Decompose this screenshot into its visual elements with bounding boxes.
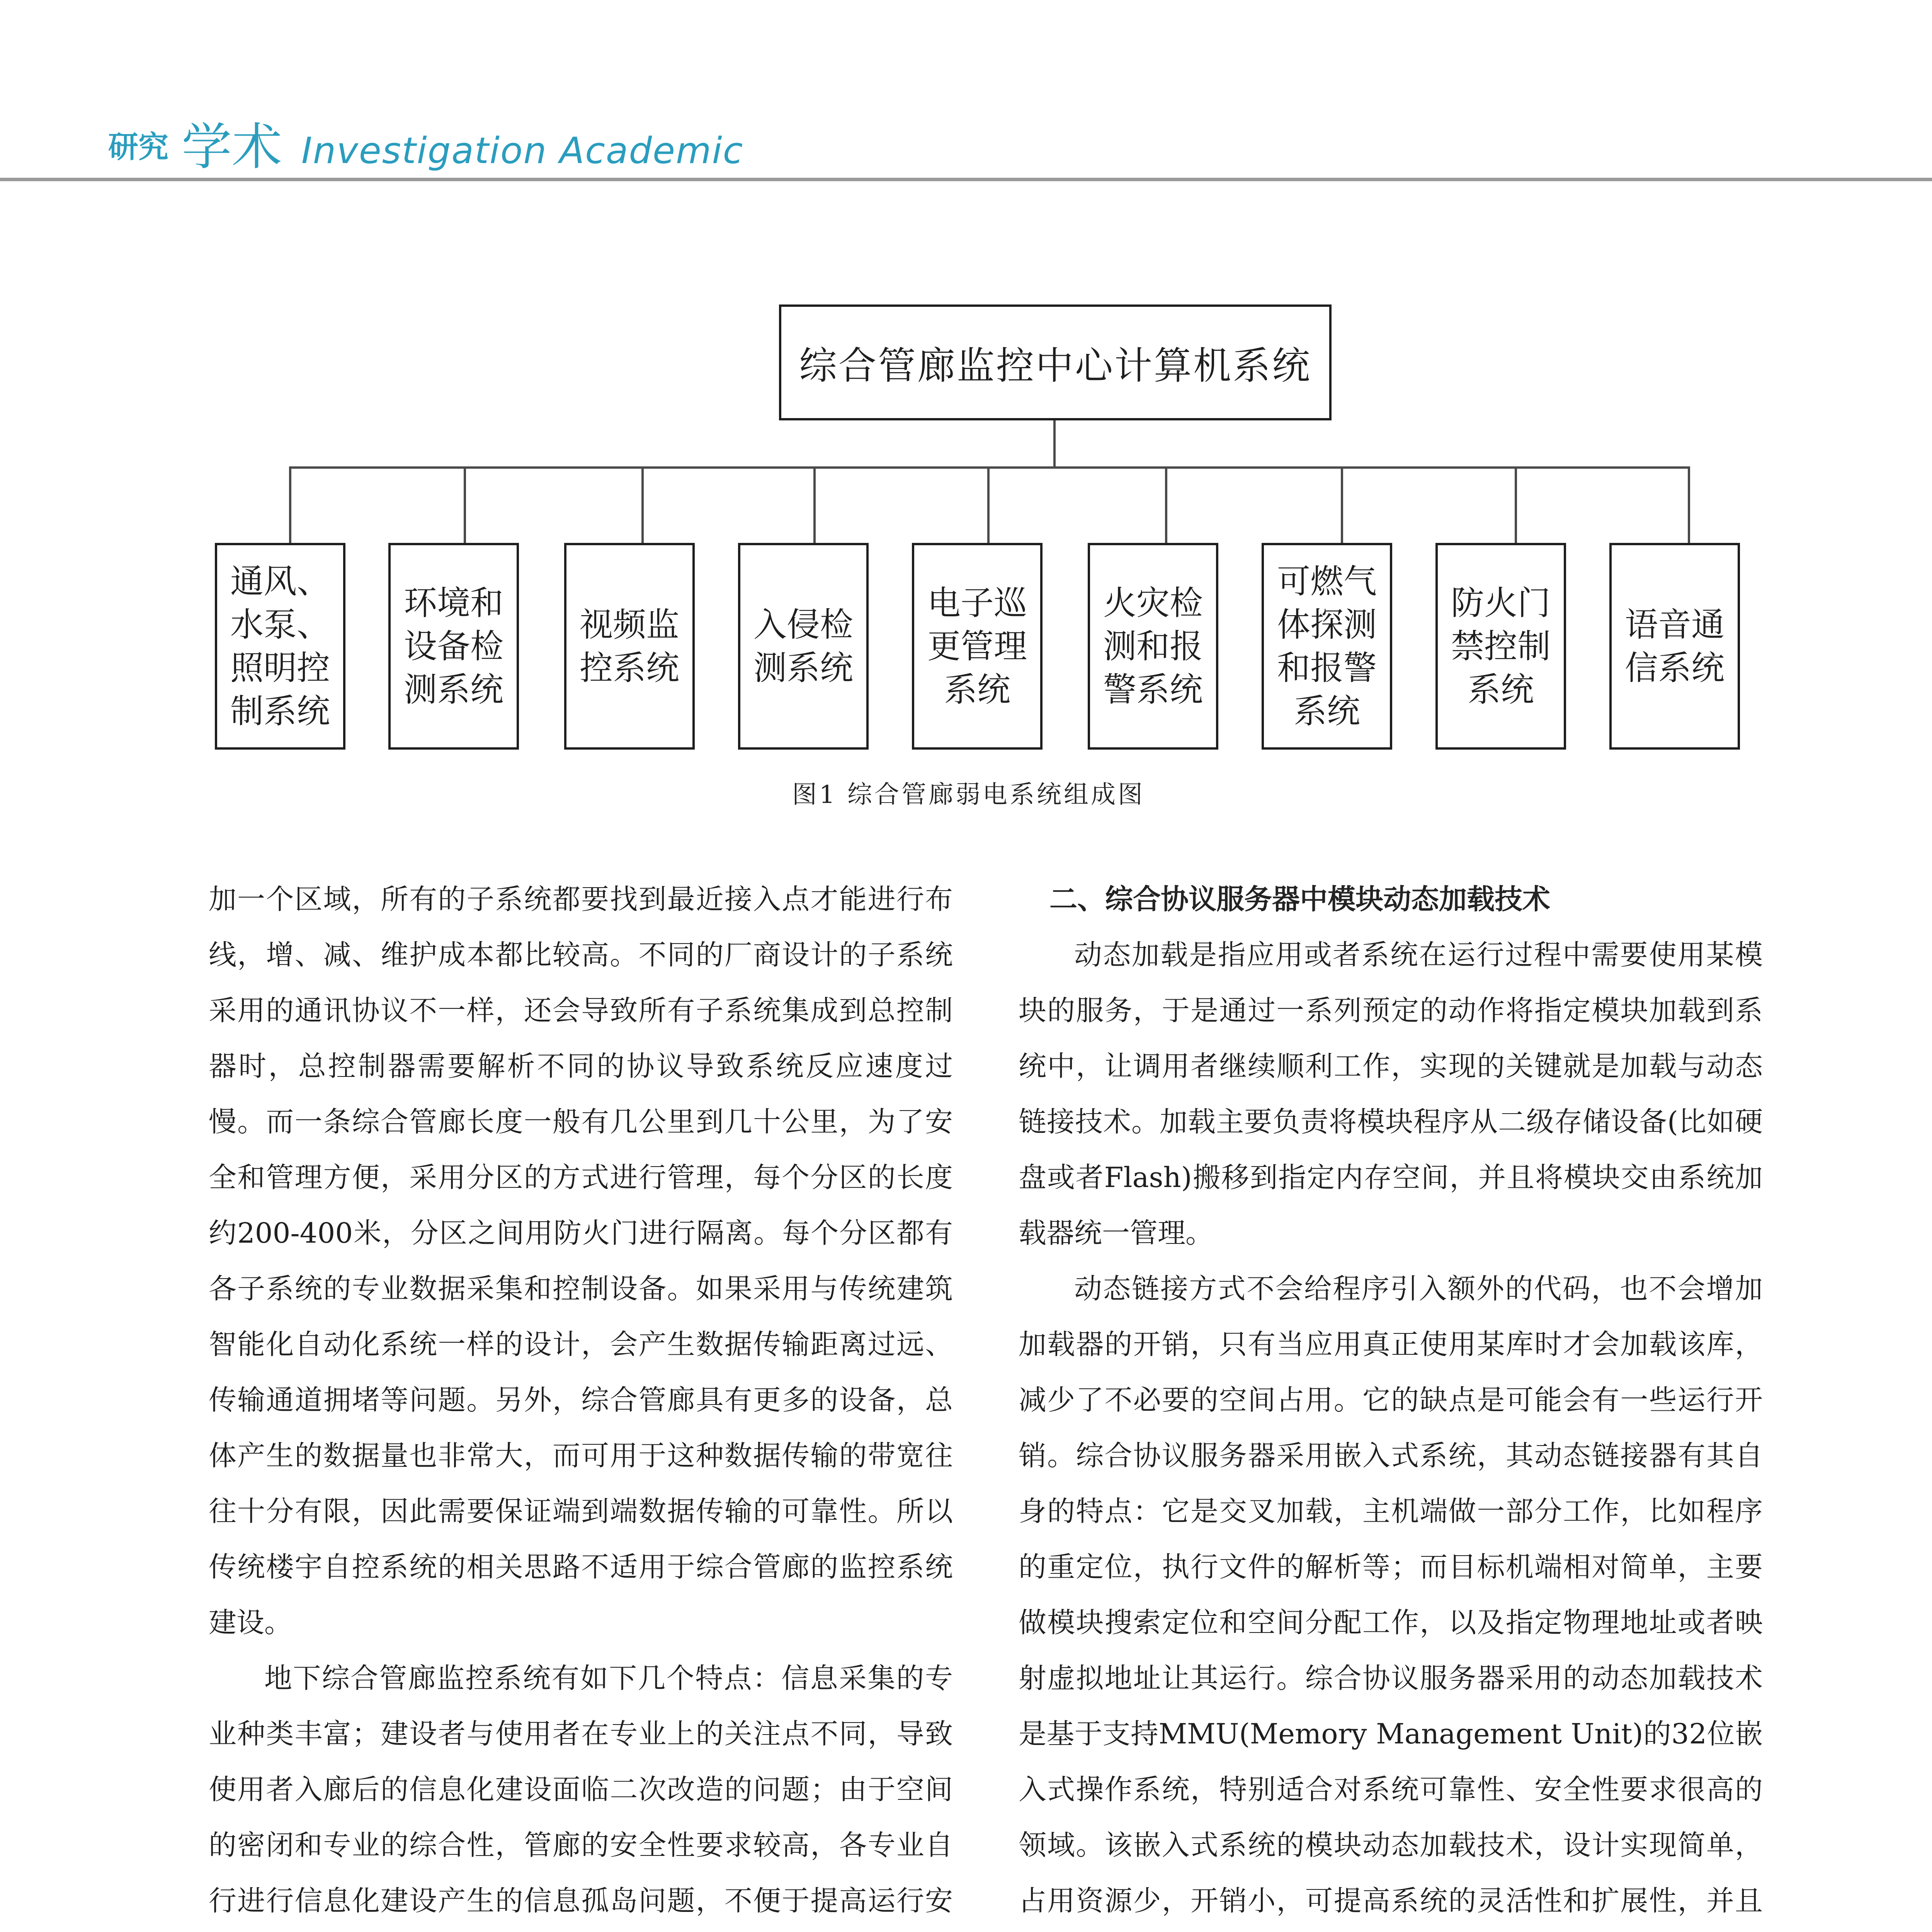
diagram-child-label: 环境和设备检测系统 <box>404 583 503 709</box>
paragraph: 动态加载是指应用或者系统在运行过程中需要使用某模块的服务，于是通过一系列预定的动作将指定模块加载到系统中，让调用者继续顺利工作，实现的关键就是加载与动态链接技术。加载主要负责将模块程序从二级存储设备(比如硬盘或者Flash)搬移到指定内存空间，并且将模块交由系统加载器统一管理。 <box>1019 939 1763 1249</box>
diagram-child-node <box>1262 543 1392 750</box>
diagram-child-label: 电子巡更管理系统 <box>927 583 1027 709</box>
connector-trunk <box>1053 420 1056 468</box>
diagram-child-label: 通风、水泵、照明控制系统 <box>230 562 330 731</box>
connector-drop <box>1341 466 1343 543</box>
figure-1 <box>0 0 1932 850</box>
paragraph: 动态链接方式不会给程序引入额外的代码，也不会增加加载器的开销，只有当应用真正使用某库时才会加载该库，减少了不必要的空间占用。它的缺点是可能会有一些运行开销。综合协议服务器采用嵌入式系统，其动态链接器有其自身的特点：它是交叉加载，主机端做一部分工作，比如程序的重定位，执行文件的解析等；而目标机端相对简单，主要做模块搜索定位和空间分配工作，以及指定物理地址或者映射虚拟地址让其运行。综合协议服务器采用的动态加载技术是基于支持MMU(Memory Management Unit)的32位嵌入式操作系统，特别适合对系统可靠性、安全性要求很高的领域。该嵌入式系统的模块动态加载技术，设计实现简单，占用资源少，开销小，可提高系统的灵活性和扩展性，并且 <box>1019 1272 1763 1917</box>
diagram-child-label: 语音通信系统 <box>1625 605 1725 687</box>
paragraph: 地下综合管廊监控系统有如下几个特点：信息采集的专业种类丰富；建设者与使用者在专业上的关注点不同，导致使用者入廊后的信息化建设面临二次改造的问题；由于空间的密闭和专业的综合性，管廊的安全性要求较高，各专业自行进行信息化建设产生的信息孤岛问题，不便于提高运行安 <box>209 1662 953 1917</box>
paragraph: 加一个区域，所有的子系统都要找到最近接入点才能进行布线，增、减、维护成本都比较高。不同的厂商设计的子系统采用的通讯协议不一样，还会导致所有子系统集成到总控制器时，总控制器需要解析不同的协议导致系统反应速度过慢。而一条综合管廊长度一般有几公里到几十公里，为了安全和管理方便，采用分区的方式进行管理，每个分区的长度约200-400米，分区之间用防火门进行隔离。每个分区都有各子系统的专业数据采集和控制设备。如果采用与传统建筑智能化自动化系统一样的设计，会产生数据传输距离过远、传输通道拥堵等问题。另外，综合管廊具有更多的设备，总体产生的数据量也非常大，而可用于这种数据传输的带宽往往十分有限，因此需要保证端到端数据传输的可靠性。所以传统楼宇自控系统的相关思路不适用于综合管廊的监控系统建设。 <box>209 883 953 1639</box>
diagram-child-label: 视频监控系统 <box>580 605 679 687</box>
right-column <box>1019 871 1763 1932</box>
diagram-child-node <box>912 543 1043 750</box>
left-column <box>209 871 953 1932</box>
diagram-child-label: 入侵检测系统 <box>753 605 853 687</box>
connector-drop <box>1515 466 1517 543</box>
diagram-child-node <box>564 543 695 750</box>
connector-drop <box>464 466 466 543</box>
section-label-english: Investigation Academic <box>301 130 744 172</box>
connector-drop <box>641 466 644 543</box>
section-label-big: 学术 <box>182 117 282 176</box>
diagram-child-label: 火灾检测和报警系统 <box>1103 583 1203 709</box>
diagram-child-node <box>738 543 869 750</box>
diagram-root-node <box>779 304 1332 420</box>
diagram-child-node <box>1609 543 1740 750</box>
connector-drop <box>1165 466 1167 543</box>
diagram-child-node <box>1088 543 1218 750</box>
section-label-small: 研究 <box>108 130 169 165</box>
diagram-child-label: 可燃气体探测和报警系统 <box>1277 562 1377 731</box>
connector-bus <box>289 466 1690 469</box>
connector-drop <box>289 466 291 543</box>
diagram-child-label: 防火门禁控制系统 <box>1451 583 1551 709</box>
diagram-child-node <box>1435 543 1566 750</box>
connector-drop <box>813 466 816 543</box>
diagram-root-label: 综合管廊监控中心计算机系统 <box>799 344 1311 388</box>
connector-drop <box>1688 466 1690 543</box>
diagram-child-node <box>388 543 519 750</box>
figure-caption: 图1 综合管廊弱电系统组成图 <box>792 781 1145 809</box>
diagram-child-node <box>215 543 345 750</box>
section-heading: 二、综合协议服务器中模块动态加载技术 <box>1049 883 1551 915</box>
connector-drop <box>987 466 990 543</box>
